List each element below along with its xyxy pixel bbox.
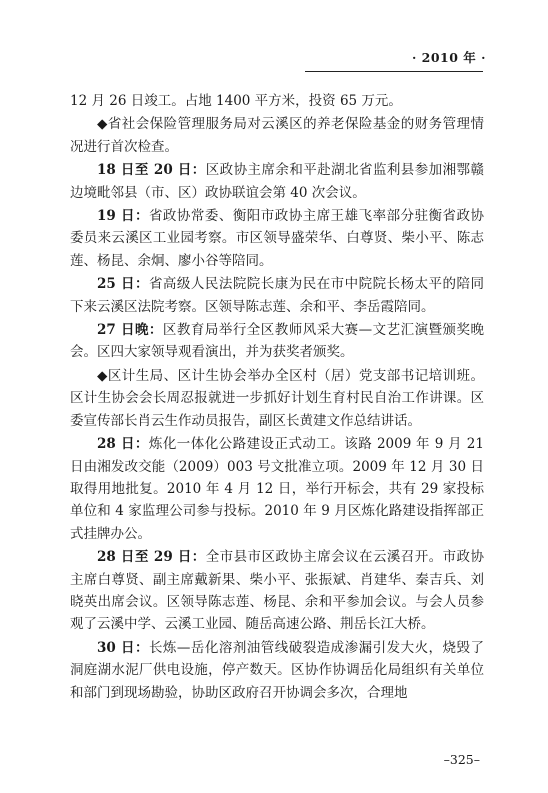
chronicle-entry [70, 159, 484, 204]
chronicle-entry [70, 90, 484, 112]
chronicle-entry [70, 546, 484, 636]
entry-text: 区政协主席余和平赴湖北省监利县参加湘鄂赣边境毗邻县（市、区）政协联谊会第 40 次会议。 [70, 162, 484, 201]
page-number: –325– [443, 752, 480, 767]
entry-text: 区教育局举行全区教师风采大赛—文艺汇演暨颁奖晚会。区四大家领导观看演出，并为获奖者颁奖。 [70, 322, 484, 361]
entry-date: 25 日： [97, 276, 149, 293]
chronicle-entry [70, 273, 484, 318]
running-header-year: · 2010 年 · [411, 50, 486, 65]
page-body [70, 90, 484, 705]
entry-date: 30 日： [97, 639, 149, 656]
entry-text: ◆省社会保险管理服务局对云溪区的养老保险基金的财务管理情况进行首次检查。 [70, 116, 484, 155]
entry-date: 27 日晚： [97, 322, 163, 339]
chronicle-entry [70, 319, 484, 364]
entry-text: 全市县市区政协主席会议在云溪召开。市政协主席白尊贤、副主席戴新果、柴小平、张振斌、肖建华、秦吉兵、刘晓英出席会议。区领导陈志莲、杨昆、余和平参加会议。与会人员参观了云溪中学、云溪工业园、随岳高速公路、荆岳长江大桥。 [70, 549, 484, 633]
entry-date: 18 日至 20 日： [97, 162, 206, 179]
entry-text: 12 月 26 日竣工。占地 1400 平方米，投资 65 万元。 [70, 93, 402, 109]
chronicle-entry [70, 433, 484, 545]
chronicle-entry [70, 365, 484, 432]
entry-date: 19 日： [97, 208, 149, 225]
chronicle-entry [70, 205, 484, 272]
entry-text: 省政协常委、衡阳市政协主席王雄飞率部分驻衡省政协委员来云溪区工业园考察。市区领导盛荣华、白尊贤、柴小平、陈志莲、杨昆、余炯、廖小谷等陪同。 [70, 208, 484, 269]
entry-text: 长炼—岳化溶剂油管线破裂造成渗漏引发大火，烧毁了洞庭湖水泥厂供电设施，停产数天。区协作协调岳化局组织有关单位和部门到现场勘验，协助区政府召开协调会多次，合理地 [70, 639, 484, 701]
chronicle-entry [70, 637, 484, 704]
entry-text: 省高级人民法院院长康为民在市中院院长杨太平的陪同下来云溪区法院考察。区领导陈志莲、余和平、李岳霞陪同。 [70, 276, 484, 315]
entry-date: 28 日至 29 日： [97, 549, 206, 566]
entry-text: ◆区计生局、区计生协会举办全区村（居）党支部书记培训班。区计生协会会长周忍报就进一步抓好计划生育村民自治工作讲课。区委宣传部长肖云生作动员报告，副区长黄建文作总结讲话。 [70, 367, 484, 429]
header-rule [305, 71, 483, 72]
entry-text: 炼化一体化公路建设正式动工。该路 2009 年 9 月 21 日由湘发改交能（2009）003 号文批准立项。2009 年 12 月 30 日取得用地批复。2010 年 4 月 12 日，举行开标会，共有 29 家投标单位和 4 家监理公司参与投标。2010 年 9 月区炼化路建设指挥部正式挂牌办公。 [70, 436, 484, 542]
chronicle-entry [70, 113, 484, 158]
entry-date: 28 日： [97, 436, 149, 453]
